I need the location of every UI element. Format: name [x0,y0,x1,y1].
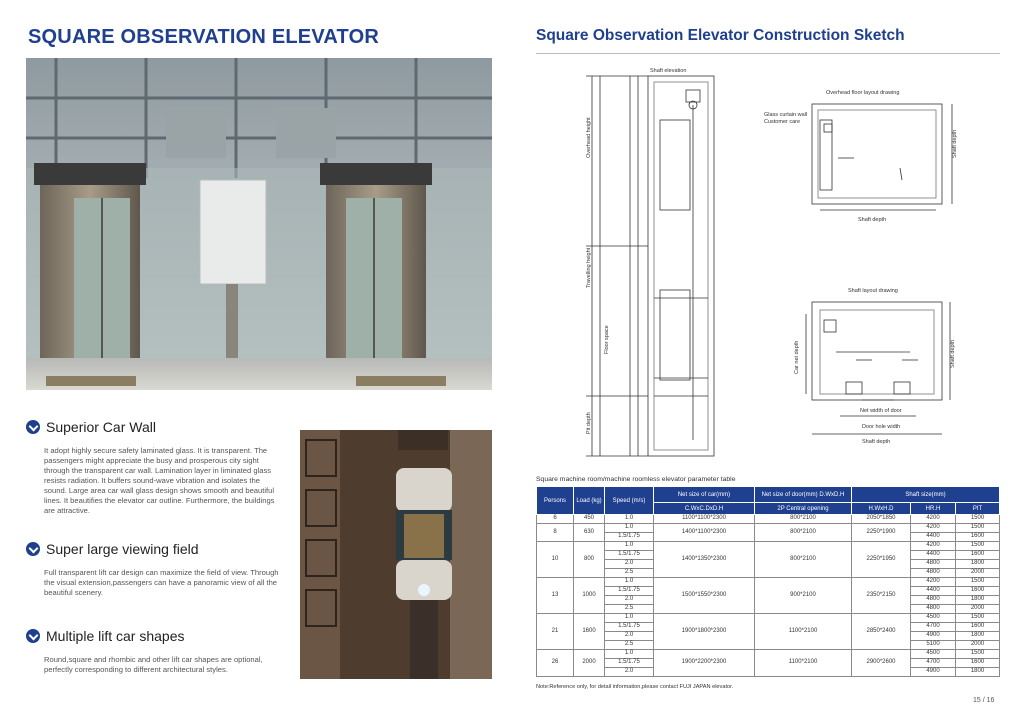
cell-pit: 1600 [956,587,1000,596]
cell-shaft-size: 2850*2400 [852,614,911,650]
cell-speed: 1.0 [605,524,654,533]
cell-load: 1000 [574,578,605,614]
cell-persons: 26 [537,650,574,677]
chevron-circle-icon [26,542,40,556]
cell-speed: 1.5/1.75 [605,533,654,542]
capsule-elevator-photo [300,430,492,679]
table-row [537,524,1000,533]
sketch-title: Square Observation Elevator Construction Sketch [536,27,905,44]
cell-pit: 1500 [956,650,1000,659]
label-shaft-depth-bottom: Shaft depth [858,217,887,223]
page-title: SQUARE OBSERVATION ELEVATOR [28,26,379,48]
cell-door-size: 800*2100 [755,542,852,578]
cell-car-size: 1400*1350*2300 [654,542,755,578]
cell-speed: 1.5/1.75 [605,623,654,632]
cell-pit: 1600 [956,533,1000,542]
cell-car-size: 1400*1100*2300 [654,524,755,542]
cell-speed: 2.0 [605,596,654,605]
subheader-door: 2P Central opening [755,503,852,515]
table-row [537,578,1000,587]
title-divider [536,53,1000,54]
section-body-car-shapes: Round,square and rhombic and other lift car shapes are optional, perfectly corresponding to different architectural styles. [44,655,263,674]
label-glass-curtain-wall: Glass curtain wall [764,112,808,118]
section-heading-viewing-field [26,541,199,557]
subheader-pit: PIT [956,503,1000,515]
label-shaft-elevation: Shaft elevation [650,68,687,74]
cell-door-size: 1100*2100 [755,614,852,650]
cell-car-size: 1900*2200*2300 [654,650,755,677]
table-row [537,542,1000,551]
cell-load: 800 [574,542,605,578]
label-shaft-depth-bottom2: Shaft depth [862,439,891,445]
header-shaft-size: Shaft size(mm) [852,487,1000,503]
cell-speed: 2.0 [605,560,654,569]
cell-persons: 8 [537,524,574,542]
cell-persons: 10 [537,542,574,578]
cell-hr: 4800 [911,605,956,614]
cell-hr: 4900 [911,668,956,677]
section-body-car-wall: It adopt highly secure safety laminated glass. It is transparent. The passengers might appreciate the busy and prosperous city sight through the transparent car wall. Lamination layer in liminated glass resists radiation. It buffers sound-wave vibration and isolates the sound. Large area car wall glass design shows smooth and beautiful lines. It beautifies the elevator car outline. Furthermore, the buildings are attractive. [44,446,275,515]
section-heading-car-wall [26,419,156,435]
header-persons: Persons [537,487,574,515]
cell-pit: 1500 [956,524,1000,533]
cell-door-size: 1100*2100 [755,650,852,677]
page-number: 15 / 16 [973,697,995,704]
header-speed: Speed (m/s) [605,487,654,515]
cell-speed: 1.0 [605,515,654,524]
cell-hr: 4800 [911,569,956,578]
header-door-size: Net size of door(mm) D.WxD.H [755,487,852,503]
label-travelling-height: Travelling height [586,247,592,288]
cell-speed: 1.0 [605,542,654,551]
header-car-size: Net size of car(mm) [654,487,755,503]
cell-load: 450 [574,515,605,524]
label-shaft-layout: Shaft layout drawing [848,288,898,294]
cell-persons: 21 [537,614,574,650]
cell-speed: 1.5/1.75 [605,659,654,668]
cell-load: 2000 [574,650,605,677]
cell-pit: 1500 [956,542,1000,551]
cell-speed: 2.5 [605,569,654,578]
cell-speed: 2.0 [605,668,654,677]
cell-car-size: 1500*1550*2300 [654,578,755,614]
cell-speed: 1.5/1.75 [605,587,654,596]
cell-door-size: 800*2100 [755,515,852,524]
section-heading-text: Multiple lift car shapes [46,628,185,644]
cell-hr: 4200 [911,542,956,551]
cell-pit: 2000 [956,605,1000,614]
cell-hr: 4700 [911,659,956,668]
section-heading-text: Super large viewing field [46,541,199,557]
cell-hr: 4800 [911,596,956,605]
cell-persons: 6 [537,515,574,524]
cell-pit: 1800 [956,596,1000,605]
parameter-table [536,486,1000,677]
cell-shaft-size: 2900*2600 [852,650,911,677]
cell-pit: 1500 [956,614,1000,623]
cell-load: 630 [574,524,605,542]
cell-pit: 1500 [956,578,1000,587]
cell-hr: 5100 [911,641,956,650]
cell-pit: 1600 [956,551,1000,560]
cell-shaft-size: 2050*1850 [852,515,911,524]
cell-car-size: 1900*1800*2300 [654,614,755,650]
cell-persons: 13 [537,578,574,614]
label-floor-space: Floor space [604,325,610,354]
table-row [537,515,1000,524]
label-pit-depth: Pit depth [586,412,592,434]
label-door-hole-width: Door hole width [862,424,901,430]
cell-speed: 1.0 [605,650,654,659]
construction-sketch [540,60,1000,465]
cell-hr: 4400 [911,587,956,596]
cell-speed: 1.0 [605,578,654,587]
label-overhead-floor-layout: Overhead floor layout drawing [826,90,900,96]
table-row [537,614,1000,623]
cell-hr: 4800 [911,560,956,569]
label-net-width-of-door: Net width of door [860,408,902,414]
chevron-circle-icon [26,629,40,643]
subheader-car: C.WxC.DxD.H [654,503,755,515]
cell-pit: 1800 [956,632,1000,641]
subheader-hw: H.WxH.D [852,503,911,515]
table-note: Note:Reference only, for detail information,please contact FUJI JAPAN elevator. [536,684,734,690]
cell-shaft-size: 2250*1900 [852,524,911,542]
section-body-viewing-field: Full transparent lift car design can maximize the field of view. Through the visual extension,passengers can have a panoramic view of all the beautiful scenery. [44,568,279,597]
cell-hr: 4200 [911,524,956,533]
cell-hr: 4200 [911,578,956,587]
chevron-circle-icon [26,420,40,434]
cell-speed: 2.5 [605,641,654,650]
header-load: Load (kg) [574,487,605,515]
cell-hr: 4900 [911,632,956,641]
lobby-elevator-photo [26,58,492,390]
section-heading-car-shapes [26,628,185,644]
cell-hr: 4500 [911,650,956,659]
subheader-hr: HR.H [911,503,956,515]
cell-door-size: 800*2100 [755,524,852,542]
label-car-net-depth: Car net depth [794,340,800,374]
cell-shaft-size: 2350*2150 [852,578,911,614]
cell-pit: 1500 [956,515,1000,524]
label-shaft-depth-side: Shaft depth [950,339,956,368]
cell-pit: 1800 [956,668,1000,677]
label-customer-care: Customer care [764,119,801,125]
cell-pit: 2000 [956,569,1000,578]
label-overhead-height: Overhead height [586,117,592,158]
cell-car-size: 1100*1100*2300 [654,515,755,524]
section-heading-text: Superior Car Wall [46,419,156,435]
cell-speed: 1.5/1.75 [605,551,654,560]
cell-pit: 2000 [956,641,1000,650]
cell-speed: 2.5 [605,605,654,614]
cell-pit: 1600 [956,659,1000,668]
cell-hr: 4500 [911,614,956,623]
cell-pit: 1800 [956,560,1000,569]
table-row [537,650,1000,659]
cell-hr: 4700 [911,623,956,632]
cell-hr: 4200 [911,515,956,524]
table-title: Square machine room/machine roomless elevator parameter table [536,476,736,483]
cell-speed: 1.0 [605,614,654,623]
cell-load: 1600 [574,614,605,650]
cell-hr: 4400 [911,533,956,542]
cell-hr: 4400 [911,551,956,560]
cell-pit: 1600 [956,623,1000,632]
cell-speed: 2.0 [605,632,654,641]
cell-shaft-size: 2250*1950 [852,542,911,578]
label-shaft-depth-right: Shaft depth [952,129,958,158]
cell-door-size: 900*2100 [755,578,852,614]
